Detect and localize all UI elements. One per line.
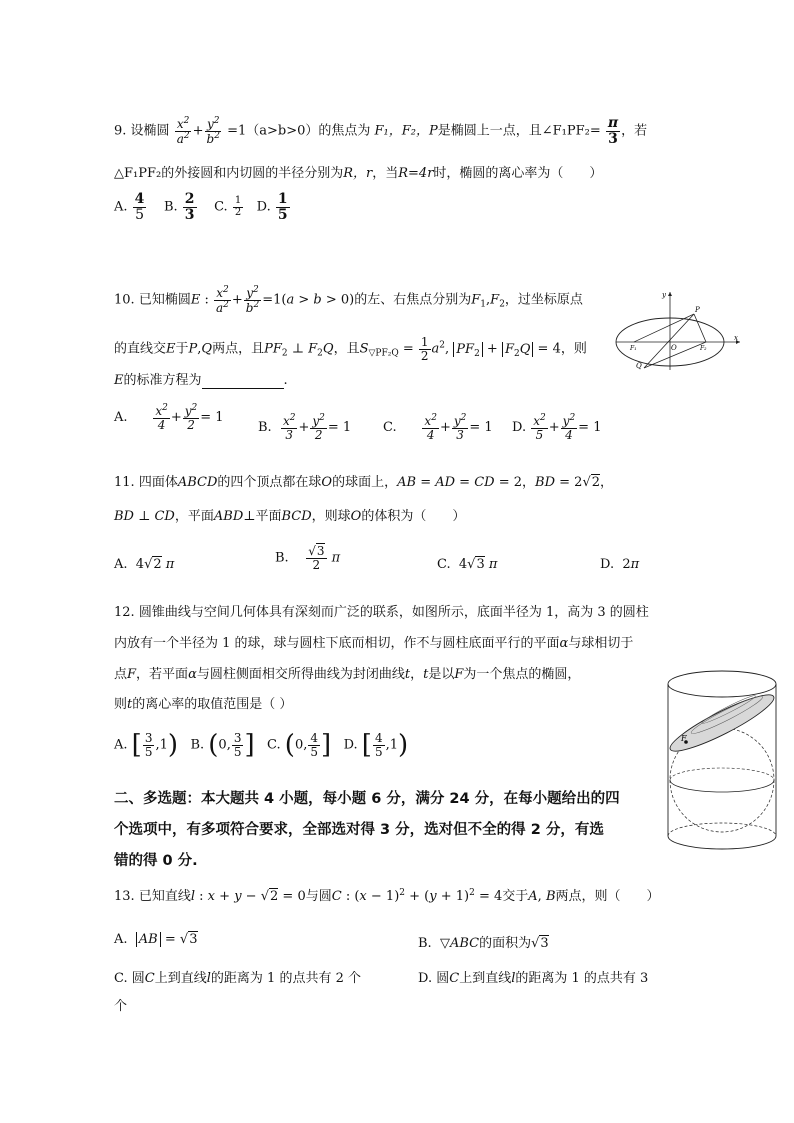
- cylinder-bottom-back: [668, 823, 776, 836]
- q13-opt-d-wrap: 个: [114, 999, 128, 1014]
- q10-opt-a[interactable]: A. $\frac{x^2}{4}$ + $\frac{y^2}{2}$ = 1: [114, 403, 224, 432]
- q13-opt-b[interactable]: B. ▽ABC的面积为√3: [418, 936, 549, 951]
- label-f2: F₂: [700, 345, 707, 352]
- q12-opt-c[interactable]: C.: [267, 737, 281, 753]
- q13-opt-c[interactable]: C. 圆C上到直线l的距离为 1 的点共有 2 个: [114, 971, 361, 986]
- line-pq: [644, 314, 694, 368]
- q12-line3: 点F，若平面α与圆柱侧面相交所得曲线为封闭曲线t，t是以F为一个焦点的椭圆，: [114, 667, 581, 682]
- label-p: P: [695, 306, 700, 314]
- y-axis-arrow: [668, 292, 672, 296]
- label-y: y: [662, 291, 666, 299]
- cylinder-top: [668, 671, 776, 697]
- q10-line2: 的直线交E于P,Q两点，且$PF_2$ ⊥ $F_2Q$，且$S_{▽PF_2Q}$ = $\frac{1}{2}$ $a^2$, $PF_2 + F_2Q = 4$，则: [114, 335, 587, 363]
- q12-opt-b[interactable]: B.: [190, 737, 205, 753]
- q11-opt-b[interactable]: B. $\frac{√3}{2}$ π: [275, 544, 341, 572]
- section2-line3: 错的得 0 分.: [114, 853, 198, 869]
- q9-number: 9.: [114, 123, 127, 139]
- q12-line4: 则t的离心率的取值范围是（ ）: [114, 697, 293, 712]
- label-f1: F₁: [630, 345, 637, 352]
- sphere-equator-back: [670, 768, 774, 780]
- answer-blank[interactable]: [202, 376, 284, 389]
- q9-text: 设椭圆: [130, 123, 170, 139]
- q10-number: 10.: [114, 292, 135, 308]
- cylinder-bottom-front: [668, 836, 776, 849]
- q9-line2: △F₁PF₂的外接圆和内切圆的半径分别为R，r，当R=4r时，椭圆的离心率为（ ）: [114, 166, 603, 181]
- q11-number: 11.: [114, 475, 135, 490]
- q12-line1: 12. 圆锥曲线与空间几何体具有深刻而广泛的联系，如图所示，底面半径为 1，高为 3 的圆柱: [114, 605, 649, 620]
- q13-number: 13.: [114, 889, 135, 904]
- pi-over-3: $\frac{\pi}{3}$: [607, 115, 619, 147]
- q11-opt-d[interactable]: D. 2π: [600, 557, 640, 572]
- q13-opt-d[interactable]: D. 圆C上到直线l的距离为 1 的点共有 3: [418, 971, 649, 986]
- sphere-equator: [670, 780, 774, 792]
- q12-options: A. [ $\frac{3}{5}$ ,1) B. (0, $\frac{3}{5}$ ] C. (0, $\frac{4}{5}$ ] D. [ $\frac{4}{5}$ ,1): [114, 730, 409, 761]
- section2-line1: 二、多选题：本大题共 4 小题，每小题 6 分，满分 24 分，在每小题给出的四: [114, 791, 620, 807]
- q11-opt-a[interactable]: A. 4√2 π: [114, 557, 175, 572]
- label-q: Q: [636, 362, 642, 370]
- label-o: O: [671, 344, 677, 352]
- q13-opt-a[interactable]: A. AB = √3: [114, 932, 198, 947]
- section2-line2: 个选项中，有多项符合要求，全部选对得 3 分，选对但不全的得 2 分，有选: [114, 822, 604, 838]
- q11-line2: BD ⊥ CD，平面ABD⊥平面BCD，则球O的体积为（ ）: [114, 509, 466, 524]
- x2-over-a2: $\frac{x^2}{a^2}$: [176, 116, 190, 146]
- q12-number: 12.: [114, 605, 135, 620]
- q12-line2: 内放有一个半径为 1 的球，球与圆柱下底而相切，作不与圆柱底面平行的平面α与球相切于: [114, 636, 634, 651]
- q9-opt-c[interactable]: C.: [214, 199, 228, 215]
- line-pf2: [694, 314, 706, 342]
- cylinder-figure: [664, 668, 780, 852]
- label-x: x: [734, 334, 738, 342]
- q9-opt-d[interactable]: D.: [256, 199, 271, 215]
- q11-line1: 11. 四面体ABCD的四个顶点都在球O的球面上，AB = AD = CD = 2，BD = 2√2，: [114, 475, 614, 490]
- q9-opt-b[interactable]: B.: [163, 199, 178, 215]
- y2-over-b2: $\frac{y^2}{b^2}$: [206, 116, 220, 146]
- q13-line1: 13. 已知直线l : x + y − √2 = 0与圆C : $(x - 1)^2 + (y + 1)^2 = 4$交于A, B两点，则（ ）: [114, 888, 660, 904]
- q10-line1: 10. 已知椭圆E : $\frac{x^2}{a^2}$ + $\frac{y^2}{b^2}$ =1(a > b > 0)的左、右焦点分别为$F_1,F_2$，过坐标原点: [114, 285, 583, 315]
- q10-line3: E的标准方程为 .: [114, 373, 288, 388]
- q10-opt-c[interactable]: C. $\frac{x^2}{4}$ + $\frac{y^2}{3}$ = 1: [383, 413, 493, 442]
- q11-opt-c[interactable]: C. 4√3 π: [437, 557, 498, 572]
- q9-line1: 9. 设椭圆 $\frac{x^2}{a^2}$ + $\frac{y^2}{b^2}$ =1（a>b>0）的焦点为 F₁，F₂，P是椭圆上一点，且∠F₁PF₂= $\frac{\pi}{3}$ ，若: [114, 115, 648, 147]
- q9-opt-a[interactable]: A.: [114, 199, 128, 215]
- q10-opt-d[interactable]: D. $\frac{x^2}{5}$ + $\frac{y^2}{4}$ = 1: [512, 413, 602, 442]
- q9-options: A. $\frac{4}{5}$ B. $\frac{2}{3}$ C. $\frac{1}{2}$ D. $\frac{1}{5}$: [114, 191, 288, 223]
- q12-opt-a[interactable]: A.: [114, 737, 128, 753]
- ellipse-figure: [612, 288, 744, 372]
- q10-opt-b[interactable]: B. $\frac{x^2}{3}$ + $\frac{y^2}{2}$ = 1: [258, 413, 352, 442]
- q12-opt-d[interactable]: D.: [343, 737, 358, 753]
- label-f: F: [681, 734, 687, 743]
